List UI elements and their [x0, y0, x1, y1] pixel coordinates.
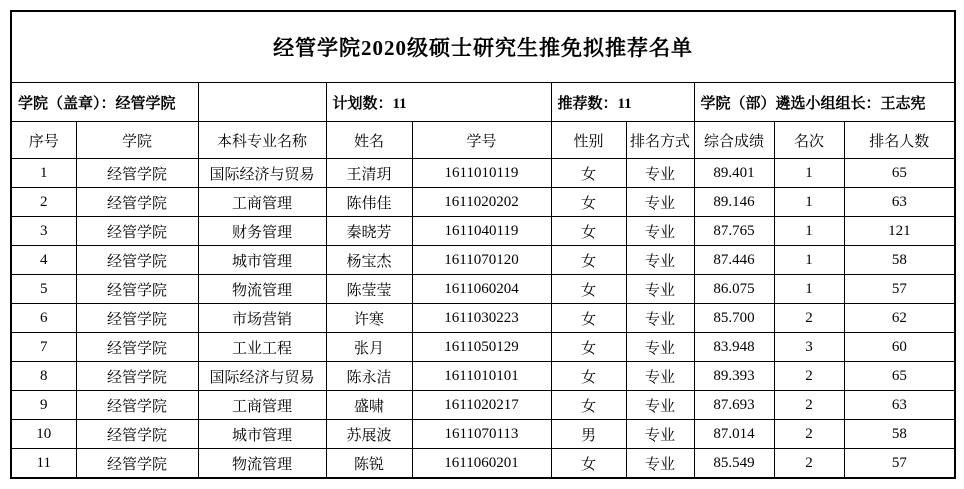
title-row — [11, 11, 955, 83]
table-cell: 盛啸 — [326, 391, 412, 420]
table-cell: 3 — [11, 217, 76, 246]
table-cell: 4 — [11, 246, 76, 275]
table-cell: 秦晓芳 — [326, 217, 412, 246]
table-row — [11, 420, 955, 449]
column-header: 本科专业名称 — [198, 122, 326, 159]
table-cell: 经管学院 — [76, 304, 198, 333]
table-cell: 女 — [551, 188, 626, 217]
table-cell: 89.146 — [694, 188, 774, 217]
table-cell: 女 — [551, 275, 626, 304]
table-cell: 1611060204 — [412, 275, 551, 304]
table-cell: 专业 — [626, 449, 694, 479]
table-cell: 60 — [844, 333, 955, 362]
table-cell: 女 — [551, 391, 626, 420]
header-row — [11, 122, 955, 159]
column-header: 姓名 — [326, 122, 412, 159]
table-cell: 1611030223 — [412, 304, 551, 333]
table-cell: 2 — [774, 304, 844, 333]
table-cell: 87.014 — [694, 420, 774, 449]
table-cell: 女 — [551, 449, 626, 479]
recommendation-table — [10, 10, 956, 479]
table-cell: 经管学院 — [76, 333, 198, 362]
table-cell: 工业工程 — [198, 333, 326, 362]
table-cell: 物流管理 — [198, 275, 326, 304]
table-cell: 63 — [844, 391, 955, 420]
table-row — [11, 391, 955, 420]
table-cell: 86.075 — [694, 275, 774, 304]
table-cell: 经管学院 — [76, 188, 198, 217]
table-row — [11, 449, 955, 479]
table-cell: 63 — [844, 188, 955, 217]
selection-leader-cell: 学院（部）遴选小组组长：王志宪 — [694, 83, 955, 122]
table-cell: 王清玥 — [326, 159, 412, 188]
table-cell: 11 — [11, 449, 76, 479]
table-row — [11, 217, 955, 246]
column-header: 序号 — [11, 122, 76, 159]
table-row — [11, 304, 955, 333]
table-cell: 专业 — [626, 420, 694, 449]
table-cell: 87.446 — [694, 246, 774, 275]
table-row — [11, 362, 955, 391]
table-cell: 女 — [551, 362, 626, 391]
table-cell: 65 — [844, 362, 955, 391]
table-row — [11, 333, 955, 362]
table-cell: 121 — [844, 217, 955, 246]
column-header: 排名人数 — [844, 122, 955, 159]
column-header: 学院 — [76, 122, 198, 159]
table-cell: 58 — [844, 420, 955, 449]
info-row — [11, 83, 955, 122]
table-cell: 经管学院 — [76, 275, 198, 304]
table-cell: 城市管理 — [198, 420, 326, 449]
table-cell: 专业 — [626, 391, 694, 420]
table-cell: 83.948 — [694, 333, 774, 362]
page-title: 经管学院2020级硕士研究生推免拟推荐名单 — [11, 11, 955, 83]
table-cell: 9 — [11, 391, 76, 420]
table-cell: 城市管理 — [198, 246, 326, 275]
table-cell: 87.693 — [694, 391, 774, 420]
table-cell: 陈伟佳 — [326, 188, 412, 217]
table-cell: 专业 — [626, 246, 694, 275]
table-cell: 张月 — [326, 333, 412, 362]
blank-cell — [198, 83, 326, 122]
table-cell: 87.765 — [694, 217, 774, 246]
table-cell: 市场营销 — [198, 304, 326, 333]
table-cell: 57 — [844, 275, 955, 304]
table-cell: 陈锐 — [326, 449, 412, 479]
table-cell: 1611010101 — [412, 362, 551, 391]
column-header: 名次 — [774, 122, 844, 159]
recommend-count-cell: 推荐数：11 — [551, 83, 694, 122]
table-cell: 57 — [844, 449, 955, 479]
column-header: 综合成绩 — [694, 122, 774, 159]
table-cell: 2 — [774, 391, 844, 420]
table-cell: 58 — [844, 246, 955, 275]
table-cell: 专业 — [626, 362, 694, 391]
table-cell: 专业 — [626, 333, 694, 362]
table-cell: 2 — [774, 362, 844, 391]
table-cell: 6 — [11, 304, 76, 333]
table-cell: 财务管理 — [198, 217, 326, 246]
table-cell: 男 — [551, 420, 626, 449]
table-cell: 工商管理 — [198, 188, 326, 217]
table-cell: 1611040119 — [412, 217, 551, 246]
table-cell: 专业 — [626, 159, 694, 188]
table-cell: 1 — [774, 188, 844, 217]
table-row — [11, 246, 955, 275]
table-cell: 工商管理 — [198, 391, 326, 420]
table-cell: 经管学院 — [76, 420, 198, 449]
table-cell: 7 — [11, 333, 76, 362]
table-cell: 经管学院 — [76, 391, 198, 420]
table-cell: 1611010119 — [412, 159, 551, 188]
table-cell: 女 — [551, 246, 626, 275]
plan-count-cell: 计划数：11 — [326, 83, 551, 122]
table-cell: 1611050129 — [412, 333, 551, 362]
table-cell: 2 — [774, 449, 844, 479]
table-cell: 1 — [774, 217, 844, 246]
table-cell: 1611070113 — [412, 420, 551, 449]
table-row — [11, 188, 955, 217]
table-cell: 89.393 — [694, 362, 774, 391]
table-cell: 1611060201 — [412, 449, 551, 479]
table-row — [11, 159, 955, 188]
table-cell: 85.549 — [694, 449, 774, 479]
table-cell: 经管学院 — [76, 159, 198, 188]
table-cell: 专业 — [626, 217, 694, 246]
table-cell: 85.700 — [694, 304, 774, 333]
table-cell: 1 — [774, 159, 844, 188]
table-cell: 苏展波 — [326, 420, 412, 449]
table-cell: 3 — [774, 333, 844, 362]
table-cell: 1611020202 — [412, 188, 551, 217]
table-cell: 杨宝杰 — [326, 246, 412, 275]
table-cell: 陈永洁 — [326, 362, 412, 391]
table-cell: 1611070120 — [412, 246, 551, 275]
table-cell: 女 — [551, 333, 626, 362]
table-body — [11, 159, 955, 479]
table-cell: 国际经济与贸易 — [198, 159, 326, 188]
table-cell: 经管学院 — [76, 217, 198, 246]
table-cell: 物流管理 — [198, 449, 326, 479]
table-cell: 65 — [844, 159, 955, 188]
table-cell: 专业 — [626, 275, 694, 304]
table-cell: 国际经济与贸易 — [198, 362, 326, 391]
table-row — [11, 275, 955, 304]
table-cell: 陈莹莹 — [326, 275, 412, 304]
table-cell: 经管学院 — [76, 246, 198, 275]
table-cell: 10 — [11, 420, 76, 449]
table-cell: 8 — [11, 362, 76, 391]
column-header: 性别 — [551, 122, 626, 159]
table-cell: 1 — [774, 246, 844, 275]
column-header: 排名方式 — [626, 122, 694, 159]
table-cell: 5 — [11, 275, 76, 304]
column-header: 学号 — [412, 122, 551, 159]
table-cell: 女 — [551, 217, 626, 246]
table-cell: 经管学院 — [76, 449, 198, 479]
table-cell: 2 — [11, 188, 76, 217]
table-cell: 1 — [774, 275, 844, 304]
table-cell: 女 — [551, 304, 626, 333]
table-cell: 2 — [774, 420, 844, 449]
table-cell: 经管学院 — [76, 362, 198, 391]
table-cell: 许寒 — [326, 304, 412, 333]
table-cell: 1611020217 — [412, 391, 551, 420]
table-cell: 专业 — [626, 188, 694, 217]
college-stamp-cell: 学院（盖章）：经管学院 — [11, 83, 198, 122]
table-cell: 62 — [844, 304, 955, 333]
table-cell: 专业 — [626, 304, 694, 333]
table-cell: 女 — [551, 159, 626, 188]
table-cell: 1 — [11, 159, 76, 188]
table-cell: 89.401 — [694, 159, 774, 188]
